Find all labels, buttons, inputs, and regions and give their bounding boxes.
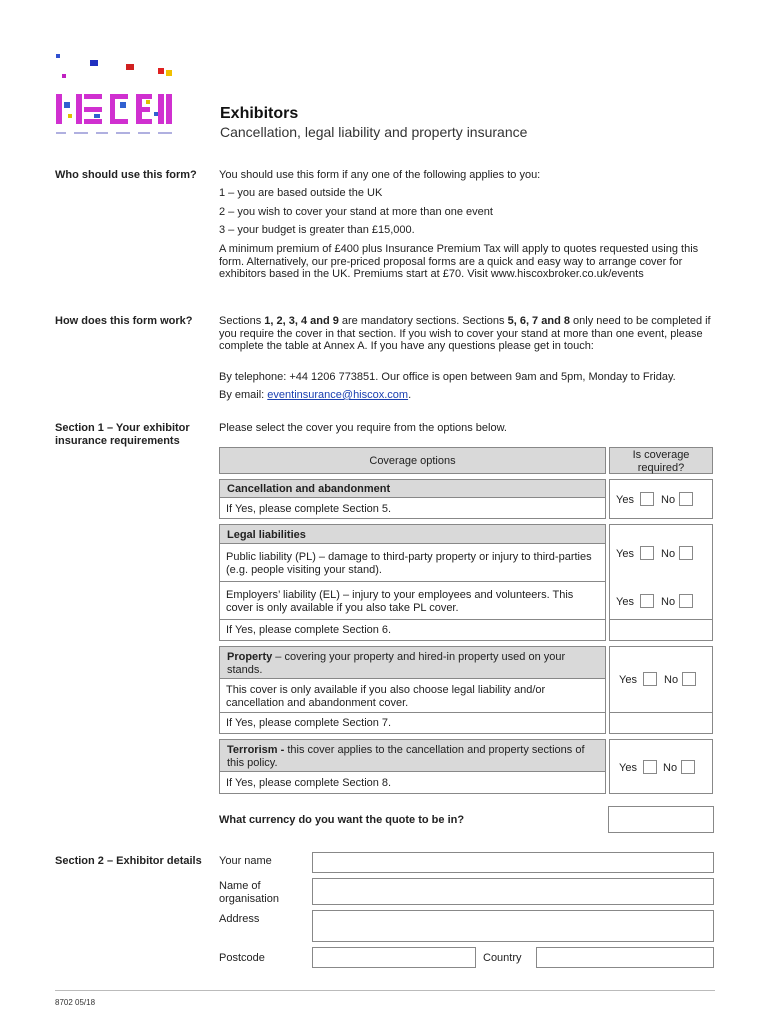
coverage-required-header: Is coverage required? — [609, 447, 713, 474]
who-note: A minimum premium of £400 plus Insurance Premium Tax will apply to quotes requested using this form. Alternatively, our pre-priced proposal forms are a quick and easy way to arrange cover for exhibitors based in the UK. Premiums start at £70. Visit www.hiscoxbroker.co.uk/events — [219, 243, 699, 280]
property-no-checkbox[interactable] — [682, 672, 696, 686]
postcode-input[interactable] — [312, 947, 476, 968]
section2-label: Section 2 – Exhibitor details — [55, 855, 202, 867]
your-name-label: Your name — [219, 855, 272, 867]
hiscox-logo — [54, 52, 176, 138]
cancellation-note: If Yes, please complete Section 5. — [226, 503, 392, 515]
el-no-checkbox[interactable] — [679, 594, 693, 608]
property-extra: This cover is only available if you also choose legal liability and/or cancellation and abandonment cover. — [226, 684, 546, 709]
cancellation-title-bar: Cancellation and abandonment — [219, 479, 606, 498]
how-label: How does this form work? — [55, 315, 193, 327]
property-yes-label: Yes — [619, 674, 637, 686]
how-paragraph: Sections 1, 2, 3, 4 and 9 are mandatory sections. Sections 5, 6, 7 and 8 only need to be completed if you require the cover in that section. If you wish to cover your stand at more than one event, please complete the table at Annex A. If you have any questions please get in touch: — [219, 315, 711, 352]
terrorism-note: If Yes, please complete Section 8. — [226, 777, 392, 789]
cancellation-yes-checkbox[interactable] — [640, 492, 654, 506]
currency-input[interactable] — [608, 806, 714, 833]
el-yes-checkbox[interactable] — [640, 594, 654, 608]
terrorism-no-checkbox[interactable] — [681, 760, 695, 774]
property-yesno-cell — [609, 646, 713, 734]
terrorism-yes-checkbox[interactable] — [643, 760, 657, 774]
who-intro: You should use this form if any one of the following applies to you: — [219, 169, 541, 181]
currency-question: What currency do you want the quote to be in? — [219, 814, 465, 826]
who-item-3: 3 – your budget is greater than £15,000. — [219, 224, 415, 236]
cancellation-no-label: No — [661, 494, 676, 506]
coverage-options-header: Coverage options — [219, 447, 606, 474]
property-note: If Yes, please complete Section 7. — [226, 717, 392, 729]
postcode-label: Postcode — [219, 952, 265, 964]
legal-pl-text: Public liability (PL) – damage to third-party property or injury to third-parties (e.g. people visiting your stand). — [226, 551, 592, 576]
terrorism-yes-label: Yes — [619, 762, 637, 774]
how-phone: By telephone: +44 1206 773851. Our office is open between 9am and 5pm, Monday to Friday. — [219, 371, 676, 383]
cancellation-no-checkbox[interactable] — [679, 492, 693, 506]
address-label: Address — [219, 913, 260, 925]
pl-no-label: No — [661, 548, 676, 560]
page-subtitle: Cancellation, legal liability and property insurance — [220, 124, 528, 140]
el-yes-label: Yes — [616, 596, 634, 608]
page-title: Exhibitors — [220, 105, 299, 122]
address-input[interactable] — [312, 910, 714, 942]
who-item-1: 1 – you are based outside the UK — [219, 187, 383, 199]
email-link[interactable]: eventinsurance@hiscox.com — [267, 389, 409, 401]
section1-label: Section 1 – Your exhibitor insurance requirements — [55, 422, 190, 447]
el-no-label: No — [661, 596, 676, 608]
org-name-label: Name of organisation — [219, 880, 279, 905]
pl-yes-label: Yes — [616, 548, 634, 560]
who-label: Who should use this form? — [55, 169, 197, 181]
how-email-line: By email: eventinsurance@hiscox.com. — [219, 389, 412, 401]
property-no-label: No — [664, 674, 679, 686]
your-name-input[interactable] — [312, 852, 714, 873]
who-item-2: 2 – you wish to cover your stand at more than one event — [219, 206, 493, 218]
form-code: 8702 05/18 — [55, 998, 96, 1007]
legal-note: If Yes, please complete Section 6. — [226, 624, 392, 636]
legal-el-text: Employers’ liability (EL) – injury to your employees and volunteers. This cover is only available if you also take PL cover. — [226, 589, 574, 614]
country-label: Country — [483, 952, 522, 964]
terrorism-no-label: No — [663, 762, 678, 774]
country-input[interactable] — [536, 947, 714, 968]
terrorism-title-bar: Terrorism - this cover applies to the cancellation and property sections of this policy. — [219, 739, 606, 772]
pl-yes-checkbox[interactable] — [640, 546, 654, 560]
legal-yesno-cell — [609, 524, 713, 641]
cancellation-yes-label: Yes — [616, 494, 634, 506]
legal-title-bar: Legal liabilities — [219, 524, 606, 544]
footer-divider — [55, 990, 715, 991]
property-yes-checkbox[interactable] — [643, 672, 657, 686]
section1-intro: Please select the cover you require from the options below. — [219, 422, 507, 434]
property-title-bar: Property – covering your property and hired-in property used on your stands. — [219, 646, 606, 679]
pl-no-checkbox[interactable] — [679, 546, 693, 560]
org-name-input[interactable] — [312, 878, 714, 905]
